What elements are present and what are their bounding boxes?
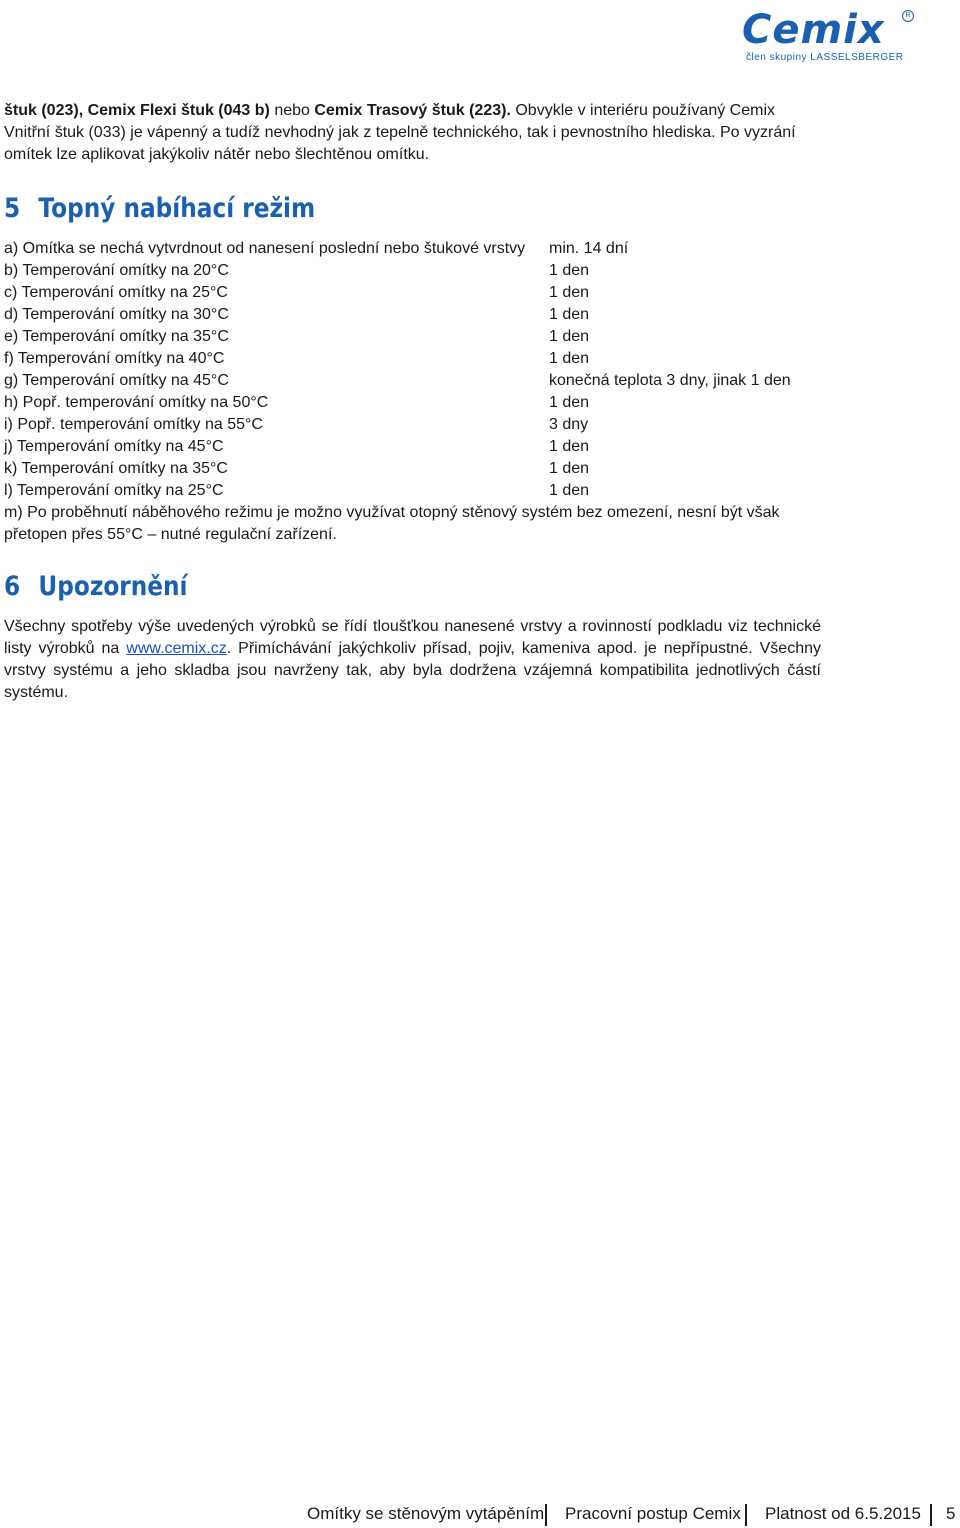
section-6-title: Upozornění [38, 571, 188, 602]
logo-wordmark: Cemix [742, 7, 885, 53]
step-duration: 1 den [549, 262, 590, 279]
section-6-heading [4, 570, 188, 604]
step-duration: konečná teplota 3 dny, jinak 1 den [549, 372, 791, 389]
step-label: k) Temperování omítky na 35°C [4, 460, 228, 477]
step-label: h) Popř. temperování omítky na 50°C [4, 394, 269, 411]
page-number: 5 [946, 1504, 956, 1523]
section-5-title: Topný nabíhací režim [38, 193, 316, 224]
cemix-logo [742, 8, 914, 66]
step-duration: 1 den [549, 394, 590, 411]
list-item [4, 348, 834, 370]
step-label: l) Temperování omítky na 25°C [4, 482, 224, 499]
step-label: b) Temperování omítky na 20°C [4, 262, 229, 279]
step-label: i) Popř. temperování omítky na 55°C [4, 416, 263, 433]
heating-steps-list [4, 238, 834, 502]
warning-text-after: . Přimíchávání jakýchkoliv přísad, pojiv, kameniva apod. je nepřípustné. Všechny vrstvy systému a jeho skladba jsou navrženy tak, aby byla dodržena vzájemná kompatibilita jednotlivých částí systému. [4, 640, 821, 701]
logo-tagline: člen skupiny LASSELSBERGER [746, 52, 904, 63]
section-5-heading [4, 192, 315, 226]
section-6-number: 6 [4, 571, 21, 602]
list-item [4, 480, 834, 502]
footer-separator [930, 1504, 932, 1526]
cemix-website-link[interactable]: www.cemix.cz [126, 640, 227, 657]
warning-text-before: Všechny spotřeby výše uvedených výrobků se řídí tloušťkou nanesené vrstvy a rovinností podkladu viz technické listy výrobků na [4, 618, 821, 657]
list-item [4, 304, 834, 326]
list-item [4, 260, 834, 282]
list-item [4, 436, 834, 458]
warning-paragraph [4, 616, 821, 704]
footer-series: Pracovní postup Cemix [565, 1504, 741, 1523]
step-label: a) Omítka se nechá vytvrdnout od nanesení poslední nebo štukové vrstvy [4, 240, 526, 257]
step-label: j) Temperování omítky na 45°C [4, 438, 224, 455]
step-duration: 1 den [549, 284, 590, 301]
step-label: f) Temperování omítky na 40°C [4, 350, 225, 367]
heating-note: m) Po proběhnutí náběhového režimu je možno využívat otopný stěnový systém bez omezení, nesní být však přetopen přes 55°C – nutné regulační zařízení. [4, 504, 780, 543]
step-label: c) Temperování omítky na 25°C [4, 284, 228, 301]
list-item [4, 282, 834, 304]
intro-bold-1: štuk (023), Cemix Flexi štuk (043 b) [4, 102, 270, 119]
step-duration: 1 den [549, 438, 590, 455]
step-duration: 1 den [549, 482, 590, 499]
footer-document-title: Omítky se stěnovým vytápěním [307, 1504, 545, 1523]
step-duration: 1 den [549, 350, 590, 367]
footer-separator [745, 1504, 747, 1526]
step-duration: 1 den [549, 460, 590, 477]
step-label: e) Temperování omítky na 35°C [4, 328, 229, 345]
intro-text-1: nebo [269, 102, 315, 119]
list-item [4, 326, 834, 348]
list-item [4, 458, 834, 480]
intro-paragraph [4, 100, 821, 166]
list-item [4, 392, 834, 414]
step-duration: min. 14 dní [549, 240, 629, 257]
step-duration: 1 den [549, 328, 590, 345]
step-label: d) Temperování omítky na 30°C [4, 306, 229, 323]
footer-separator [545, 1504, 547, 1526]
registered-mark-icon: R [902, 10, 914, 22]
intro-bold-2: Cemix Trasový štuk (223). [314, 102, 511, 119]
section-5-number: 5 [4, 193, 21, 224]
step-duration: 1 den [549, 306, 590, 323]
footer-validity: Platnost od 6.5.2015 [765, 1504, 921, 1523]
list-item [4, 238, 834, 260]
step-label: g) Temperování omítky na 45°C [4, 372, 229, 389]
step-duration: 3 dny [549, 416, 589, 433]
list-item [4, 370, 834, 392]
intro-text-2: Obvykle v interiéru používaný Cemix Vnitřní štuk (033) je vápenný a tudíž nevhodný jak z tepelně technického, tak i pevnostního hlediska. Po vyzrání omítek lze aplikovat jakýkoliv nátěr nebo šlechtěnou omítku. [4, 102, 796, 163]
list-item [4, 414, 834, 436]
